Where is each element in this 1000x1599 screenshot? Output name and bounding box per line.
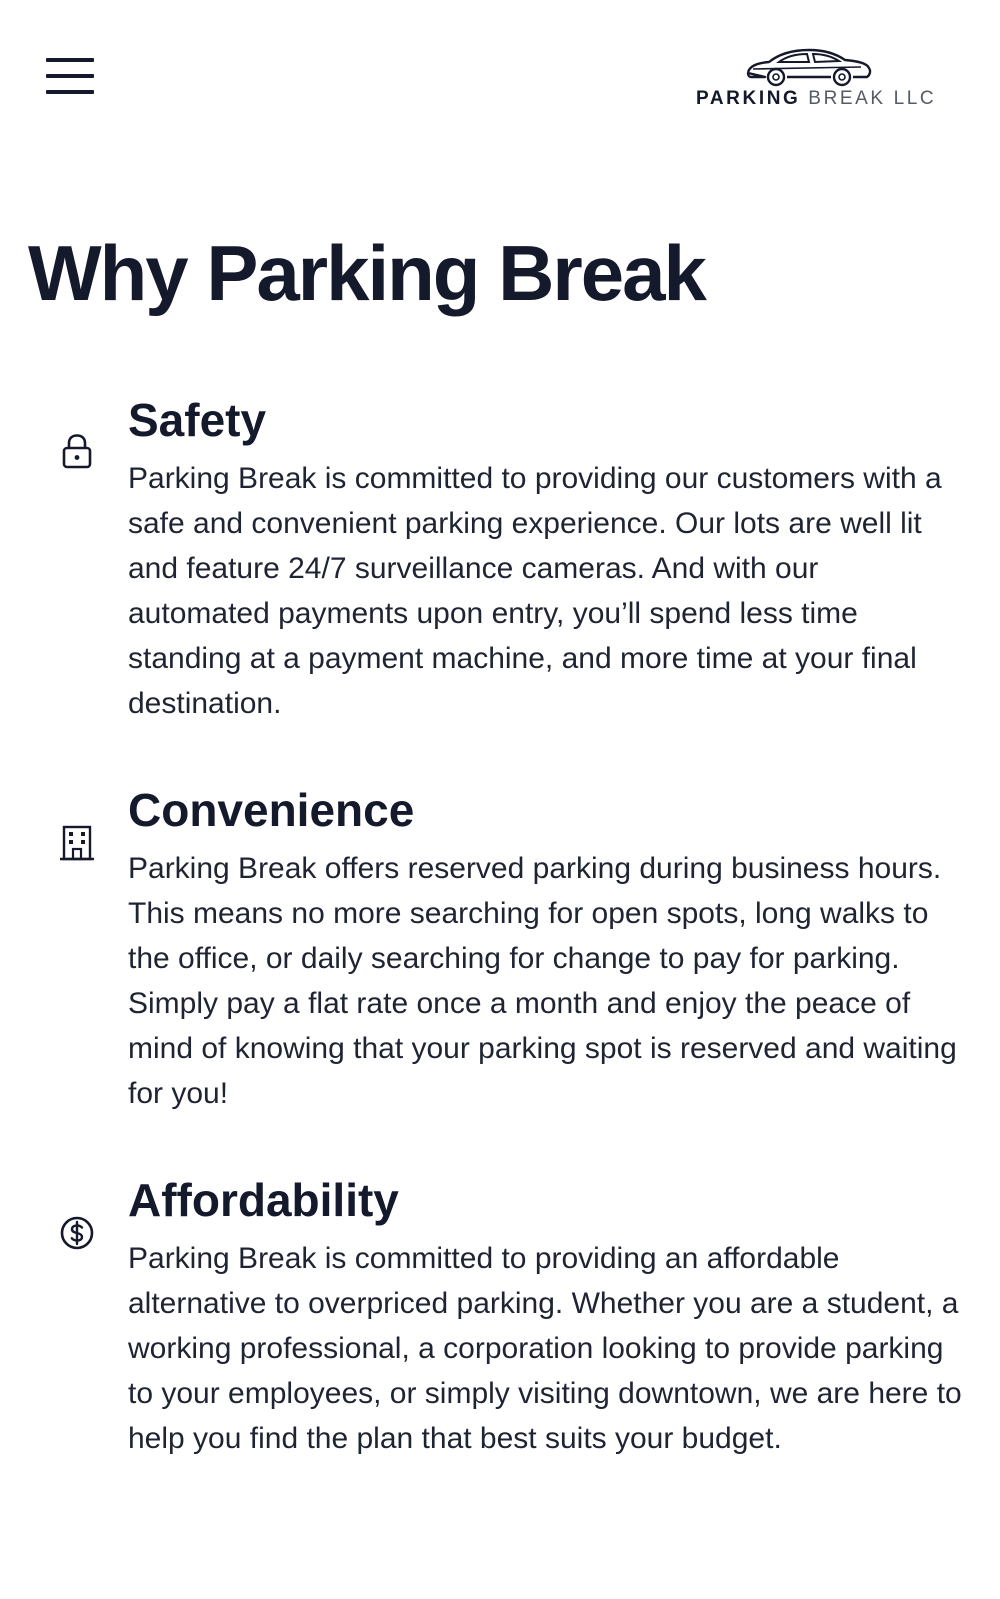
dollar-circle-icon: [58, 1214, 96, 1252]
car-icon: [745, 46, 875, 88]
page-title: Why Parking Break: [28, 229, 705, 317]
feature-affordability: [0, 1172, 1000, 1512]
feature-title: Affordability: [128, 1174, 399, 1226]
lock-icon: [58, 432, 96, 470]
feature-description: Parking Break is committed to providing our customers with a safe and convenient parking experience. Our lots are well lit and feature 24/7 surveillance cameras. And with our automated payments upon entry, you’ll spend less time standing at a payment machine, and more time at your final destination.: [128, 462, 942, 720]
logo-name-light: BREAK LLC: [808, 88, 937, 109]
feature-description: Parking Break is committed to providing an affordable alternative to overpriced parking. Whether you are a student, a working professional, a corporation looking to provide parking to your employees, or simply visiting downtown, we are here to help you find the plan that best suits your budget.: [128, 1242, 962, 1455]
feature-safety: [0, 392, 1000, 732]
building-icon: [58, 824, 96, 862]
company-logo[interactable]: [690, 44, 935, 114]
feature-convenience: [0, 782, 1000, 1122]
site-header: [0, 0, 1000, 140]
hamburger-menu-icon[interactable]: [40, 50, 102, 102]
logo-name-bold: PARKING: [696, 88, 801, 109]
feature-description: Parking Break offers reserved parking during business hours. This means no more searching for open spots, long walks to the office, or daily searching for change to pay for parking. Simply pay a flat rate once a month and enjoy the peace of mind of knowing that your parking spot is reserved and waiting for you!: [128, 852, 957, 1110]
feature-title: Safety: [128, 394, 267, 446]
logo-wordmark: [696, 88, 936, 110]
feature-title: Convenience: [128, 784, 415, 836]
